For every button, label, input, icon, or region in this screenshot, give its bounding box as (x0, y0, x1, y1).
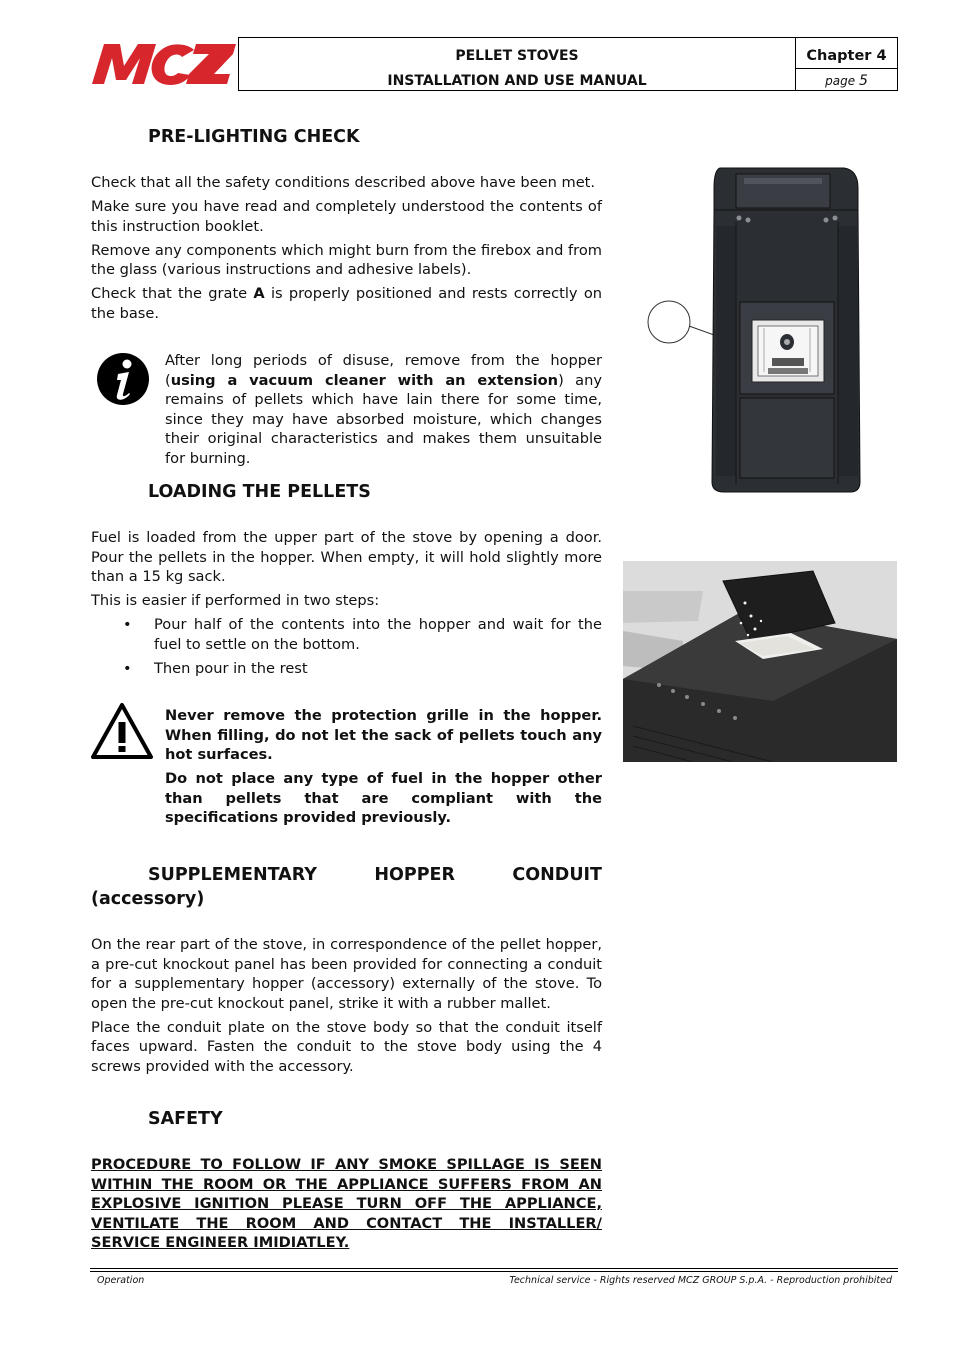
heading-word: CONDUIT (512, 865, 602, 885)
note-paragraph (165, 351, 602, 468)
info-icon (96, 352, 150, 406)
chapter-box (796, 37, 898, 91)
paragraph (91, 284, 602, 323)
grate-label: A (253, 285, 265, 302)
header-subtitle: INSTALLATION AND USE MANUAL (387, 73, 647, 89)
paragraph: Fuel is loaded from the upper part of the stove by opening a door. Pour the pellets in the hopper. When empty, it will hold slightly more than a 15 kg sack. (91, 529, 602, 585)
loading-body (91, 528, 602, 683)
section-heading-safety: SAFETY (148, 1109, 223, 1129)
mcz-logo (90, 40, 238, 90)
steps-list (91, 615, 602, 678)
footer-rule (90, 1271, 898, 1272)
section-heading-conduit (91, 863, 602, 911)
text-run: Check that the grate (91, 285, 254, 302)
section-heading-loading: LOADING THE PELLETS (148, 482, 371, 502)
paragraph: Place the conduit plate on the stove body so that the conduit itself faces upward. Fasten the conduit to the stove body using the 4 screws provided with the accessory. (91, 1018, 602, 1075)
text-run: After long periods of disuse, remove from the hopper ( (165, 352, 602, 389)
text-run: ) any remains of pellets which have lain there for some time, since they may have absorbed moisture, which changes their original characteristics and makes them unsuitable for burning. (165, 371, 602, 467)
paragraph: This is easier if performed in two steps: (91, 592, 380, 609)
heading-word: HOPPER (374, 865, 455, 885)
text-run-bold: using a vacuum cleaner with an extension (170, 371, 559, 389)
section-heading-pre-lighting: PRE-LIGHTING CHECK (148, 127, 360, 147)
hopper-loading-photo (623, 561, 897, 762)
chapter-label: Chapter 4 (796, 38, 897, 69)
document-header (238, 37, 796, 91)
header-title: PELLET STOVES (455, 48, 579, 64)
heading-line2: (accessory) (91, 889, 205, 909)
paragraph: Make sure you have read and completely understood the contents of this instruction booklet. (91, 198, 602, 235)
stove-front-illustration (644, 162, 870, 498)
heading-word: SUPPLEMENTARY (148, 865, 317, 885)
warning-triangle-icon (90, 702, 154, 760)
conduit-body (91, 935, 602, 1081)
page-label: page (825, 74, 856, 88)
warning-note (165, 706, 602, 832)
page-number: 5 (858, 73, 868, 89)
list-item: • Pour half of the contents into the hopper and wait for the fuel to settle on the bottom. (91, 615, 602, 654)
paragraph: Remove any components which might burn from the firebox and from the glass (various instructions and adhesive labels). (91, 241, 602, 278)
warning-text: Never remove the protection grille in the hopper. When filling, do not let the sack of pellets touch any hot surfaces. (165, 707, 602, 763)
footer-section-label: Operation (97, 1275, 145, 1286)
pre-lighting-body (91, 173, 602, 328)
list-item: • Then pour in the rest (91, 659, 602, 679)
paragraph: On the rear part of the stove, in correspondence of the pellet hopper, a pre-cut knockout panel has been provided for connecting a conduit for a supplementary hopper (accessory) externally of the stove. To open the pre-cut knockout panel, strike it with a rubber mallet. (91, 936, 602, 1012)
footer-copyright: Technical service - Rights reserved MCZ GROUP S.p.A. - Reproduction prohibited (509, 1275, 892, 1286)
warning-text: Do not place any type of fuel in the hopper other than pellets that are compliant with the specifications provided previously. (165, 770, 602, 826)
info-note (165, 351, 602, 473)
safety-procedure (91, 1155, 602, 1257)
text-run: is properly positioned and rests correctly on the base. (91, 285, 602, 322)
safety-text: PROCEDURE TO FOLLOW IF ANY SMOKE SPILLAGE IS SEEN WITHIN THE ROOM OR THE APPLIANCE SUFFERS FROM AN EXPLOSIVE IGNITION PLEASE TURN OFF THE APPLIANCE, VENTILATE THE ROOM AND CONTACT THE INSTALLER/ SERVICE ENGINEER IMIDIATLEY. (91, 1156, 602, 1251)
paragraph: Check that all the safety conditions described above have been met. (91, 174, 596, 191)
footer-rule (90, 1268, 898, 1269)
page-indicator (796, 69, 897, 93)
